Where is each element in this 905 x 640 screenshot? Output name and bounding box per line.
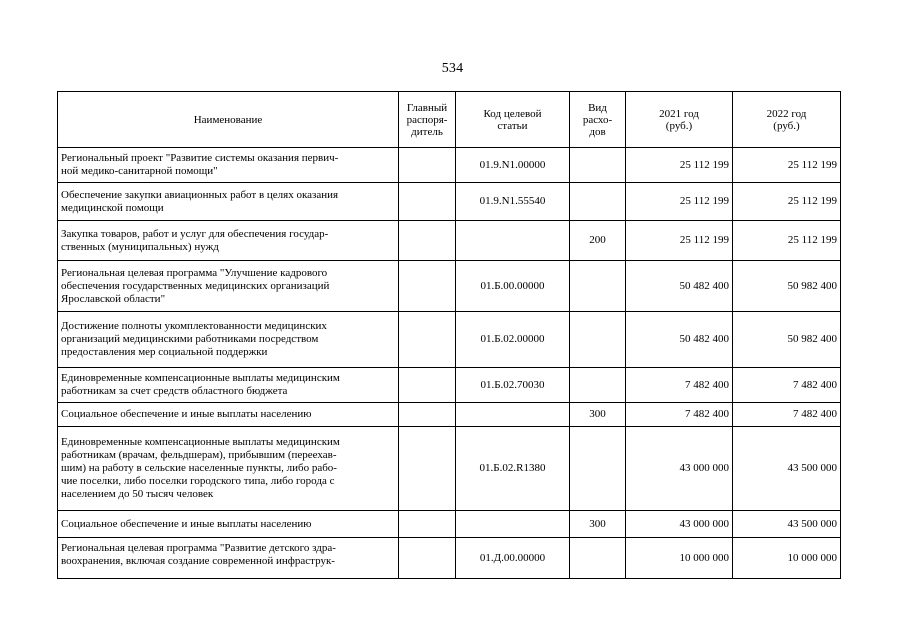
row-2021: 25 112 199 — [626, 221, 733, 261]
row-2021: 50 482 400 — [626, 312, 733, 368]
table-row — [58, 511, 841, 538]
row-chief — [399, 427, 456, 511]
row-name: Социальное обеспечение и иные выплаты населению — [58, 511, 399, 538]
row-name: Обеспечение закупки авиационных работ в целях оказания медицинской помощи — [58, 183, 399, 221]
table-row — [58, 368, 841, 403]
row-2022: 25 112 199 — [733, 221, 841, 261]
row-code: 01.Б.00.00000 — [456, 261, 570, 312]
row-name-clip: Региональная целевая программа "Развитие детского здра- воохранения, включая создание современной инфраструк- — [61, 542, 336, 567]
row-2021: 25 112 199 — [626, 148, 733, 183]
row-2021: 50 482 400 — [626, 261, 733, 312]
header-year-2022: 2022 год (руб.) — [733, 92, 841, 148]
row-expense — [570, 427, 626, 511]
row-name: Региональный проект "Развитие системы оказания первич- ной медико-санитарной помощи" — [58, 148, 399, 183]
row-2021: 7 482 400 — [626, 368, 733, 403]
header-target-code: Код целевой статьи — [456, 92, 570, 148]
row-2021: 10 000 000 — [626, 538, 733, 579]
row-expense: 200 — [570, 221, 626, 261]
table-row — [58, 403, 841, 427]
table-row — [58, 538, 841, 579]
table-row — [58, 427, 841, 511]
row-2022: 7 482 400 — [733, 368, 841, 403]
row-2022: 10 000 000 — [733, 538, 841, 579]
row-chief — [399, 183, 456, 221]
row-chief — [399, 221, 456, 261]
table-row — [58, 261, 841, 312]
row-2022: 7 482 400 — [733, 403, 841, 427]
table-row — [58, 148, 841, 183]
row-expense — [570, 183, 626, 221]
table-row — [58, 183, 841, 221]
row-expense — [570, 261, 626, 312]
row-2021: 25 112 199 — [626, 183, 733, 221]
row-chief — [399, 511, 456, 538]
row-chief — [399, 312, 456, 368]
row-code: 01.Б.02.00000 — [456, 312, 570, 368]
table-row — [58, 312, 841, 368]
header-name: Наименование — [58, 92, 399, 148]
row-2022: 25 112 199 — [733, 148, 841, 183]
row-code: 01.Д.00.00000 — [456, 538, 570, 579]
row-name: Достижение полноты укомплектованности медицинских организаций медицинскими работниками посредством предоставления мер социальной поддержки — [58, 312, 399, 368]
row-2022: 43 500 000 — [733, 427, 841, 511]
row-name — [58, 538, 399, 579]
row-code: 01.9.N1.00000 — [456, 148, 570, 183]
row-expense: 300 — [570, 403, 626, 427]
row-chief — [399, 403, 456, 427]
row-2022: 43 500 000 — [733, 511, 841, 538]
row-code: 01.Б.02.R1380 — [456, 427, 570, 511]
page-number: 534 — [441, 61, 464, 76]
row-code — [456, 221, 570, 261]
row-expense — [570, 538, 626, 579]
row-2022: 25 112 199 — [733, 183, 841, 221]
row-chief — [399, 368, 456, 403]
row-name: Единовременные компенсационные выплаты медицинским работникам (врачам, фельдшерам), прибывшим (переехав- шим) на работу в сельские населенные пункты, либо рабо- чие поселки, либо поселки городского типа, либо города с населением до 50 тысяч человек — [58, 427, 399, 511]
row-name: Социальное обеспечение и иные выплаты населению — [58, 403, 399, 427]
row-2021: 43 000 000 — [626, 427, 733, 511]
row-2022: 50 982 400 — [733, 261, 841, 312]
header-expense-type: Вид расхо- дов — [570, 92, 626, 148]
row-expense — [570, 368, 626, 403]
row-expense — [570, 148, 626, 183]
header-year-2021: 2021 год (руб.) — [626, 92, 733, 148]
row-code: 01.9.N1.55540 — [456, 183, 570, 221]
budget-table — [57, 91, 841, 579]
row-code: 01.Б.02.70030 — [456, 368, 570, 403]
row-2021: 7 482 400 — [626, 403, 733, 427]
row-chief — [399, 261, 456, 312]
row-name: Закупка товаров, работ и услуг для обеспечения государ- ственных (муниципальных) нужд — [58, 221, 399, 261]
row-name: Единовременные компенсационные выплаты медицинским работникам за счет средств областного бюджета — [58, 368, 399, 403]
row-expense — [570, 312, 626, 368]
row-code — [456, 511, 570, 538]
table-row — [58, 221, 841, 261]
header-row — [58, 92, 841, 148]
row-2021: 43 000 000 — [626, 511, 733, 538]
row-expense: 300 — [570, 511, 626, 538]
header-chief-manager: Главный распоря- дитель — [399, 92, 456, 148]
row-chief — [399, 538, 456, 579]
row-chief — [399, 148, 456, 183]
row-name: Региональная целевая программа "Улучшение кадрового обеспечения государственных медицинских организаций Ярославской области" — [58, 261, 399, 312]
row-2022: 50 982 400 — [733, 312, 841, 368]
row-code — [456, 403, 570, 427]
